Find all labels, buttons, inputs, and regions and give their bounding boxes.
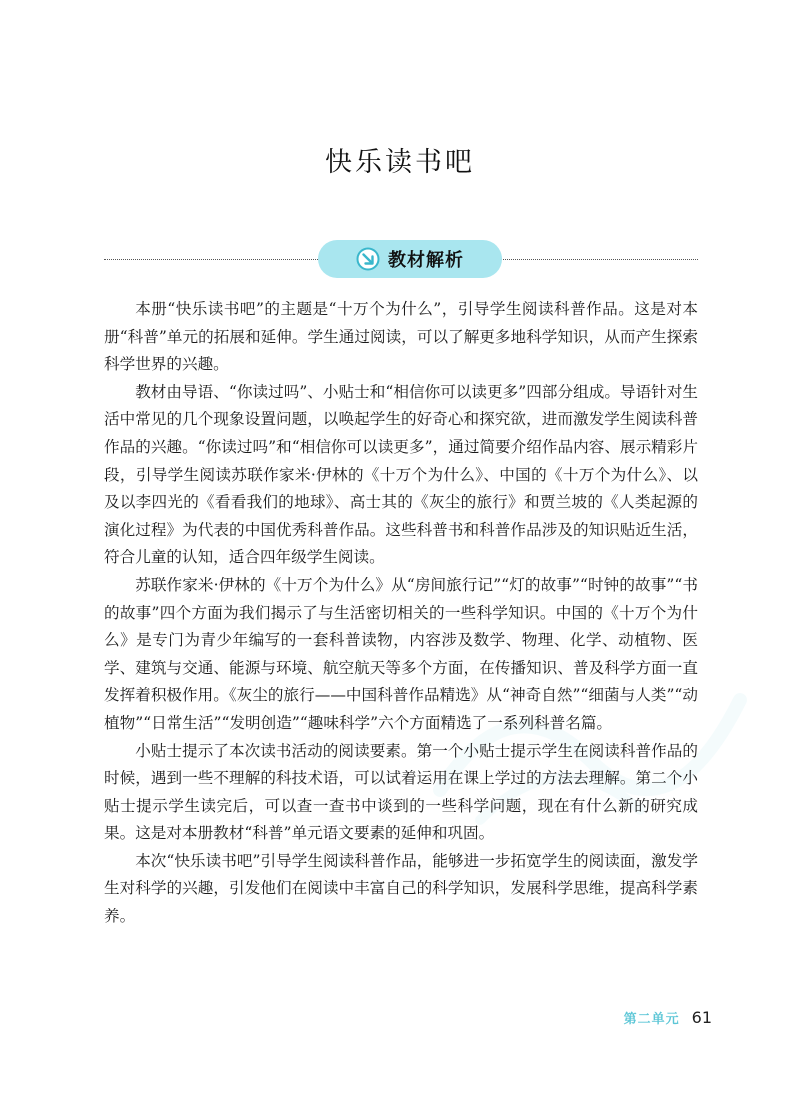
paragraph: 小贴士提示了本次读书活动的阅读要素。第一个小贴士提示学生在阅读科普作品的时候，遇到一些不理解的科技术语，可以试着运用在课上学过的方法去理解。第二个小贴士提示学生读完后，可以查一查书中谈到的一些科学问题，现在有什么新的研究成果。这是对本册教材“科普”单元语文要素的延伸和巩固。 (104, 741, 698, 843)
paragraph: 教材由导语、“你读过吗”、小贴士和“相信你可以读更多”四部分组成。导语针对生活中常见的几个现象设置问题，以唤起学生的好奇心和探究欲，进而激发学生阅读科普作品的兴趣。“你读过吗”和“相信你可以读更多”，通过简要介绍作品内容、展示精彩片段，引导学生阅读苏联作家米·伊林的《十万个为什么》、中国的《十万个为什么》、以及以李四光的《看看我们的地球》、高士其的《灰尘的旅行》和贾兰坡的《人类起源的演化过程》为代表的中国优秀科普作品。这些科普书和科普作品涉及的知识贴近生活，符合儿童的认知，适合四年级学生阅读。 (104, 382, 698, 567)
section-header (104, 240, 698, 278)
paragraph: 苏联作家米·伊林的《十万个为什么》从“房间旅行记”“灯的故事”“时钟的故事”“书的故事”四个方面为我们揭示了与生活密切相关的一些科学知识。中国的《十万个为什么》是专门为青少年编写的一套科普读物，内容涉及数学、物理、化学、动植物、医学、建筑与交通、能源与环境、航空航天等多个方面，在传播知识、普及科学方面一直发挥着积极作用。《灰尘的旅行——中国科普作品精选》从“神奇自然”“细菌与人类”“动植物”“日常生活”“发明创造”“趣味科学”六个方面精选了一系列科普名篇。 (104, 575, 698, 732)
paragraph: 本册“快乐读书吧”的主题是“十万个为什么”，引导学生阅读科普作品。这是对本册“科普”单元的拓展和延伸。学生通过阅读，可以了解更多地科学知识，从而产生探索科学世界的兴趣。 (104, 300, 698, 374)
check-arrow-icon (356, 247, 380, 271)
paragraph: 本次“快乐读书吧”引导学生阅读科普作品，能够进一步拓宽学生的阅读面，激发学生对科学的兴趣，引发他们在阅读中丰富自己的科学知识，发展科学思维，提高科学素养。 (104, 851, 698, 926)
unit-label: 第二单元 (623, 1012, 680, 1027)
page-footer (624, 1008, 712, 1027)
page-number: 61 (691, 1008, 712, 1027)
section-badge (318, 240, 502, 278)
page-title: 快乐读书吧 (325, 147, 475, 178)
body-text (104, 296, 698, 931)
section-label: 教材解析 (388, 250, 464, 271)
